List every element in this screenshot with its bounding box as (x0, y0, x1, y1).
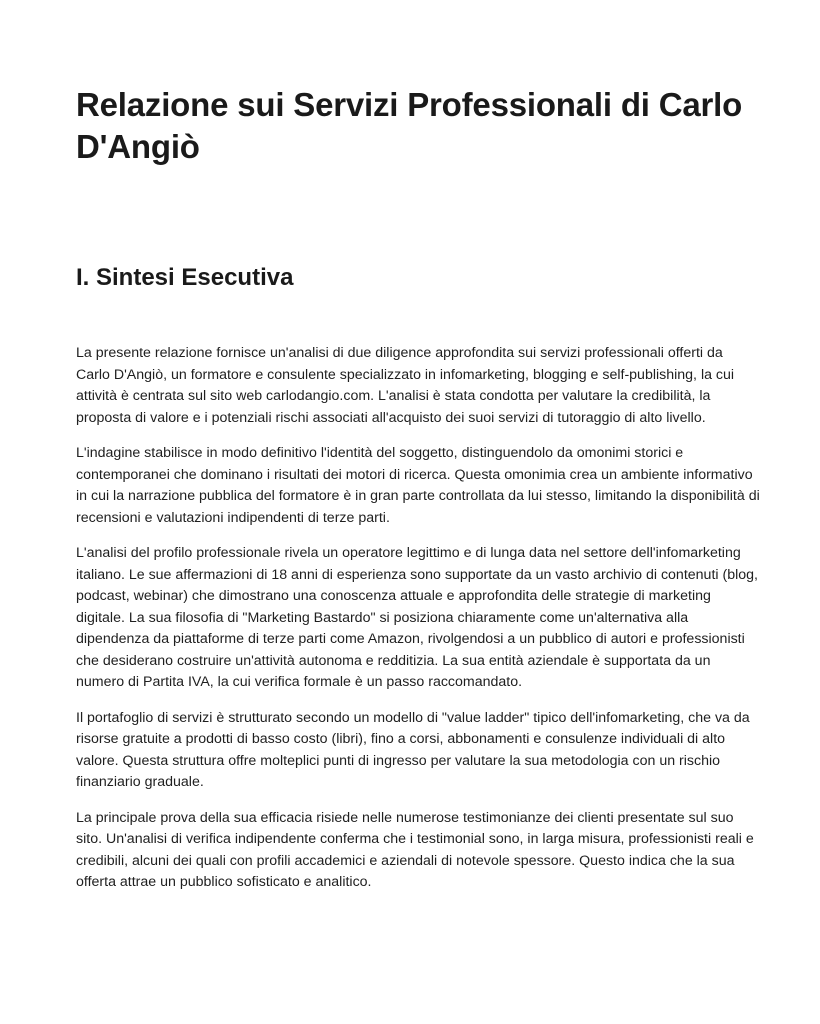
paragraph-4: Il portafoglio di servizi è strutturato secondo un modello di "value ladder" tipico dell'infomarketing, che va da risorse gratuite a prodotti di basso costo (libri), fino a corsi, abbonamenti e consulenze individuali di alto valore. Questa struttura offre molteplici punti di ingresso per valutare la sua metodologia con un rischio finanziario graduale. (76, 709, 750, 790)
paragraph-3: L'analisi del profilo professionale rivela un operatore legittimo e di lunga data nel settore dell'infomarketing italiano. Le sue affermazioni di 18 anni di esperienza sono supportate da un vasto archivio di contenuti (blog, podcast, webinar) che dimostrano una conoscenza attuale e approfondita delle strategie di marketing digitale. La sua filosofia di "Marketing Bastardo" si posiziona chiaramente come un'alternativa alla dipendenza da piattaforme di terze parti come Amazon, rivolgendosi a un pubblico di autori e professionisti che desiderano costruire un'attività autonoma e redditizia. La sua entità aziendale è supportata da un numero di Partita IVA, la cui verifica formale è un passo raccomandato. (76, 545, 758, 690)
section-body (76, 343, 760, 894)
paragraph-5: La principale prova della sua efficacia risiede nelle numerose testimonianze dei clienti presentate sul suo sito. Un'analisi di verifica indipendente conferma che i testimonial sono, in larga misura, professionisti reali e credibili, alcuni dei quali con profili accademici e aziendali di notevole spessore. Questo indica che la sua offerta attrae un pubblico sofisticato e analitico. (76, 809, 754, 890)
section-heading: I. Sintesi Esecutiva (76, 264, 294, 291)
paragraph-1: La presente relazione fornisce un'analisi di due diligence approfondita sui servizi professionali offerti da Carlo D'Angiò, un formatore e consulente specializzato in infomarketing, blogging e self-publishing, la cui attività è centrata sul sito web carlodangio.com. L'analisi è stata condotta per valutare la credibilità, la proposta di valore e i potenziali rischi associati all'acquisto dei suoi servizi di tutoraggio di alto livello. (76, 345, 735, 426)
document-title: Relazione sui Servizi Professionali di Carlo D'Angiò (76, 86, 743, 165)
document-page (76, 84, 760, 908)
paragraph-2: L'indagine stabilisce in modo definitivo l'identità del soggetto, distinguendolo da omonimi storici e contemporanei che dominano i risultati dei motori di ricerca. Questa omonimia crea un ambiente informativo in cui la narrazione pubblica del formatore è in gran parte controllata da lui stesso, limitando la disponibilità di recensioni e valutazioni indipendenti di terze parti. (76, 445, 760, 526)
